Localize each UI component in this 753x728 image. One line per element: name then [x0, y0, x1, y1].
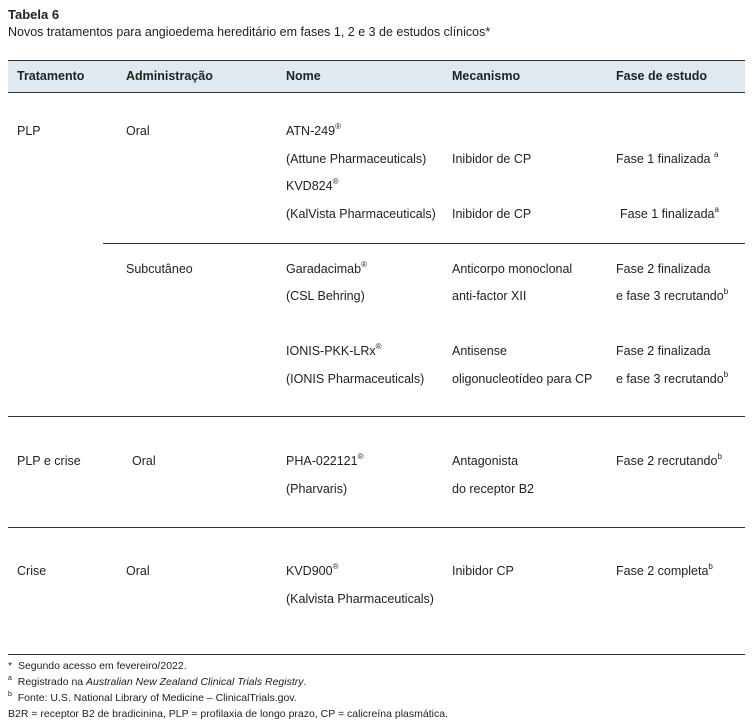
bottom-rule — [8, 654, 745, 655]
drug-name-atn249: ATN-249® — [286, 121, 341, 138]
drug-name-kvd900: KVD900® — [286, 561, 339, 578]
mechanism-ionis-line2: oligonucleotídeo para CP — [452, 372, 593, 386]
mechanism-kvd900: Inibidor CP — [452, 564, 514, 578]
mechanism-garadacimab-line2: anti-factor XII — [452, 289, 527, 303]
drug-company-kalvista: (KalVista Pharmaceuticals) — [286, 207, 436, 221]
mechanism-ionis-line1: Antisense — [452, 344, 507, 358]
subcutaneo-rule — [103, 243, 745, 244]
cell-admin-oral-plp-crise: Oral — [132, 454, 156, 468]
mechanism-pha-line2: do receptor B2 — [452, 482, 534, 496]
drug-company-kalvista-2: (Kalvista Pharmaceuticals) — [286, 592, 434, 606]
drug-name-ionis: IONIS-PKK-LRx® — [286, 341, 382, 358]
phase-garadacimab-line2: e fase 3 recrutando$^b$ — [616, 286, 729, 303]
table-subtitle: Novos tratamentos para angioedema hereditário em fases 1, 2 e 3 de estudos clínicos* — [8, 25, 491, 39]
phase-kvd824: Fase 1 finalizada$^a$ — [620, 204, 719, 221]
footnote-abbreviations: B2R = receptor B2 de bradicinina, PLP = profilaxia de longo prazo, CP = calicreína plasmática. — [8, 708, 448, 720]
phase-garadacimab-line1: Fase 2 finalizada — [616, 262, 711, 276]
phase-kvd900: Fase 2 completa$^b$ — [616, 561, 713, 578]
cell-tratamento-plp-crise: PLP e crise — [17, 454, 81, 468]
plp-section-rule — [8, 416, 745, 417]
table-title: Tabela 6 — [8, 7, 60, 22]
phase-pha022121: Fase 2 recrutando$^b$ — [616, 451, 722, 468]
mechanism-pha-line1: Antagonista — [452, 454, 519, 468]
phase-ionis-line1: Fase 2 finalizada — [616, 344, 711, 358]
mechanism-kvd824: Inibidor de CP — [452, 207, 532, 221]
col-header-administracao: Administração — [126, 69, 213, 83]
footnote-b: $^b$ Fonte: U.S. National Library of Medicine – ClinicalTrials.gov. — [8, 690, 297, 704]
drug-name-garadacimab: Garadacimab® — [286, 259, 367, 276]
mechanism-garadacimab-line1: Anticorpo monoclonal — [452, 262, 573, 276]
footnote-a: $^a$ Registrado na Australian New Zealand Clinical Trials Registry. — [8, 674, 307, 688]
col-header-tratamento: Tratamento — [17, 69, 85, 83]
footnote-star: * Segundo acesso em fevereiro/2022. — [8, 660, 187, 672]
drug-company-attune: (Attune Pharmaceuticals) — [286, 152, 427, 166]
header-rule — [8, 92, 745, 93]
drug-name-pha022121: PHA-022121® — [286, 451, 364, 468]
cell-admin-subcutaneo: Subcutâneo — [126, 262, 193, 276]
mechanism-atn249: Inibidor de CP — [452, 152, 532, 166]
col-header-mecanismo: Mecanismo — [452, 69, 521, 83]
plp-crise-rule — [8, 527, 745, 528]
phase-atn249: Fase 1 finalizada $^a$ — [616, 149, 719, 166]
cell-tratamento-plp: PLP — [17, 124, 41, 138]
col-header-fase: Fase de estudo — [616, 69, 707, 83]
col-header-nome: Nome — [286, 69, 321, 83]
drug-company-csl: (CSL Behring) — [286, 289, 365, 303]
cell-tratamento-crise: Crise — [17, 564, 47, 578]
drug-company-ionis: (IONIS Pharmaceuticals) — [286, 372, 425, 386]
cell-admin-oral-crise: Oral — [126, 564, 150, 578]
phase-ionis-line2: e fase 3 recrutando$^b$ — [616, 369, 729, 386]
cell-admin-oral: Oral — [126, 124, 150, 138]
drug-name-kvd824: KVD824® — [286, 176, 339, 193]
drug-company-pharvaris: (Pharvaris) — [286, 482, 348, 496]
